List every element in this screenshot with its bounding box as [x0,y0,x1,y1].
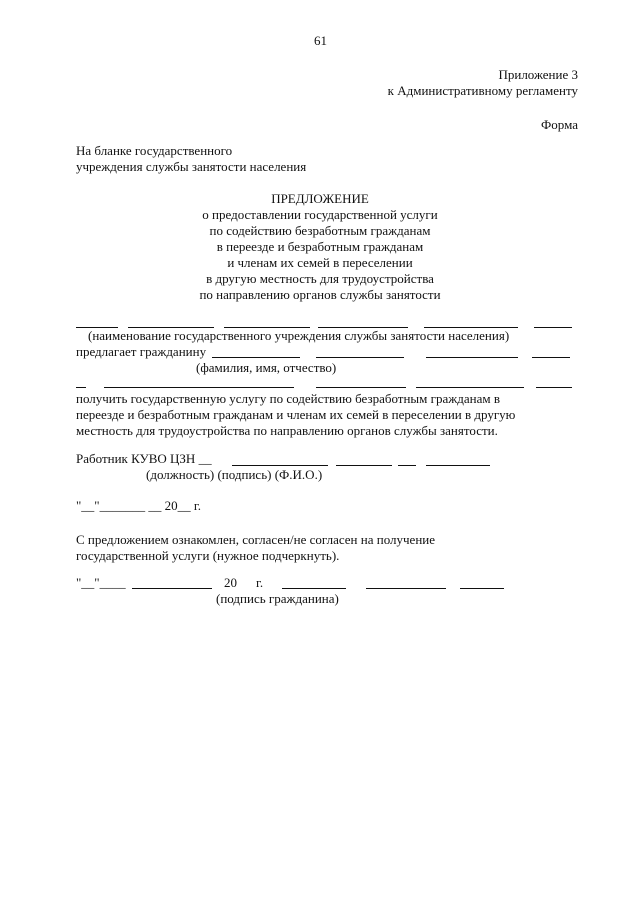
date-2-prefix: "__"____ [76,575,126,590]
blank-line [536,387,572,388]
citizen-name-line [212,357,300,358]
title-line: и членам их семей в переселении [227,255,413,270]
citizen-name-line [426,357,518,358]
worker-signature-line [426,465,490,466]
citizen-name-line [532,357,570,358]
consent-line: С предложением ознакомлен, согласен/не согласен на получение [76,532,435,547]
institution-caption: (наименование государственного учреждения службы занятости населения) [88,328,510,343]
page-number: 61 [314,33,327,48]
paragraph-line: получить государственную услугу по содействию безработным гражданам в [76,391,500,406]
title-block [170,191,470,303]
offers-to-citizen: предлагает гражданину [76,344,207,359]
citizen-signature-line [282,588,346,589]
form-label: Форма [541,117,578,132]
letterhead-line-2: учреждения службы занятости населения [76,159,307,174]
date-2-year: 20 [224,575,237,590]
date-line-1: "__"_______ __ 20__ г. [76,498,201,513]
consent-line: государственной услуги (нужное подчеркнуть). [76,548,340,563]
paragraph-line: местность для трудоустройства по направлению органов службы занятости. [76,423,498,438]
appendix-line-2: к Административному регламенту [387,83,578,98]
worker-caption: (должность) (подпись) (Ф.И.О.) [146,467,323,482]
title-heading: ПРЕДЛОЖЕНИЕ [271,191,369,206]
fio-caption: (фамилия, имя, отчество) [196,360,337,375]
letterhead-line-1: На бланке государственного [76,143,233,158]
citizen-signature-line [460,588,504,589]
title-line: в другую местность для трудоустройства [206,271,434,286]
paragraph-line: переезде и безработным гражданам и членам их семей в переселении в другую [76,407,516,422]
title-line: по направлению органов службы занятости [199,287,441,302]
blank-line [104,387,294,388]
title-line: по содействию безработным гражданам [209,223,431,238]
date-2-suffix: г. [256,575,264,590]
citizen-name-line [316,357,404,358]
worker-signature-line [336,465,392,466]
citizen-signature-line [366,588,446,589]
blank-line [534,327,572,328]
blank-line [76,387,86,388]
title-line: о предоставлении государственной услуги [202,207,438,222]
title-line: в переезде и безработным гражданам [216,239,424,254]
worker-label: Работник КУВО ЦЗН __ [76,451,212,466]
appendix-line-1: Приложение 3 [498,67,578,82]
worker-signature-line [398,465,416,466]
worker-signature-line [232,465,328,466]
blank-line [416,387,524,388]
date-2-line [132,588,212,589]
blank-line [316,387,406,388]
citizen-signature-caption: (подпись гражданина) [216,591,339,606]
